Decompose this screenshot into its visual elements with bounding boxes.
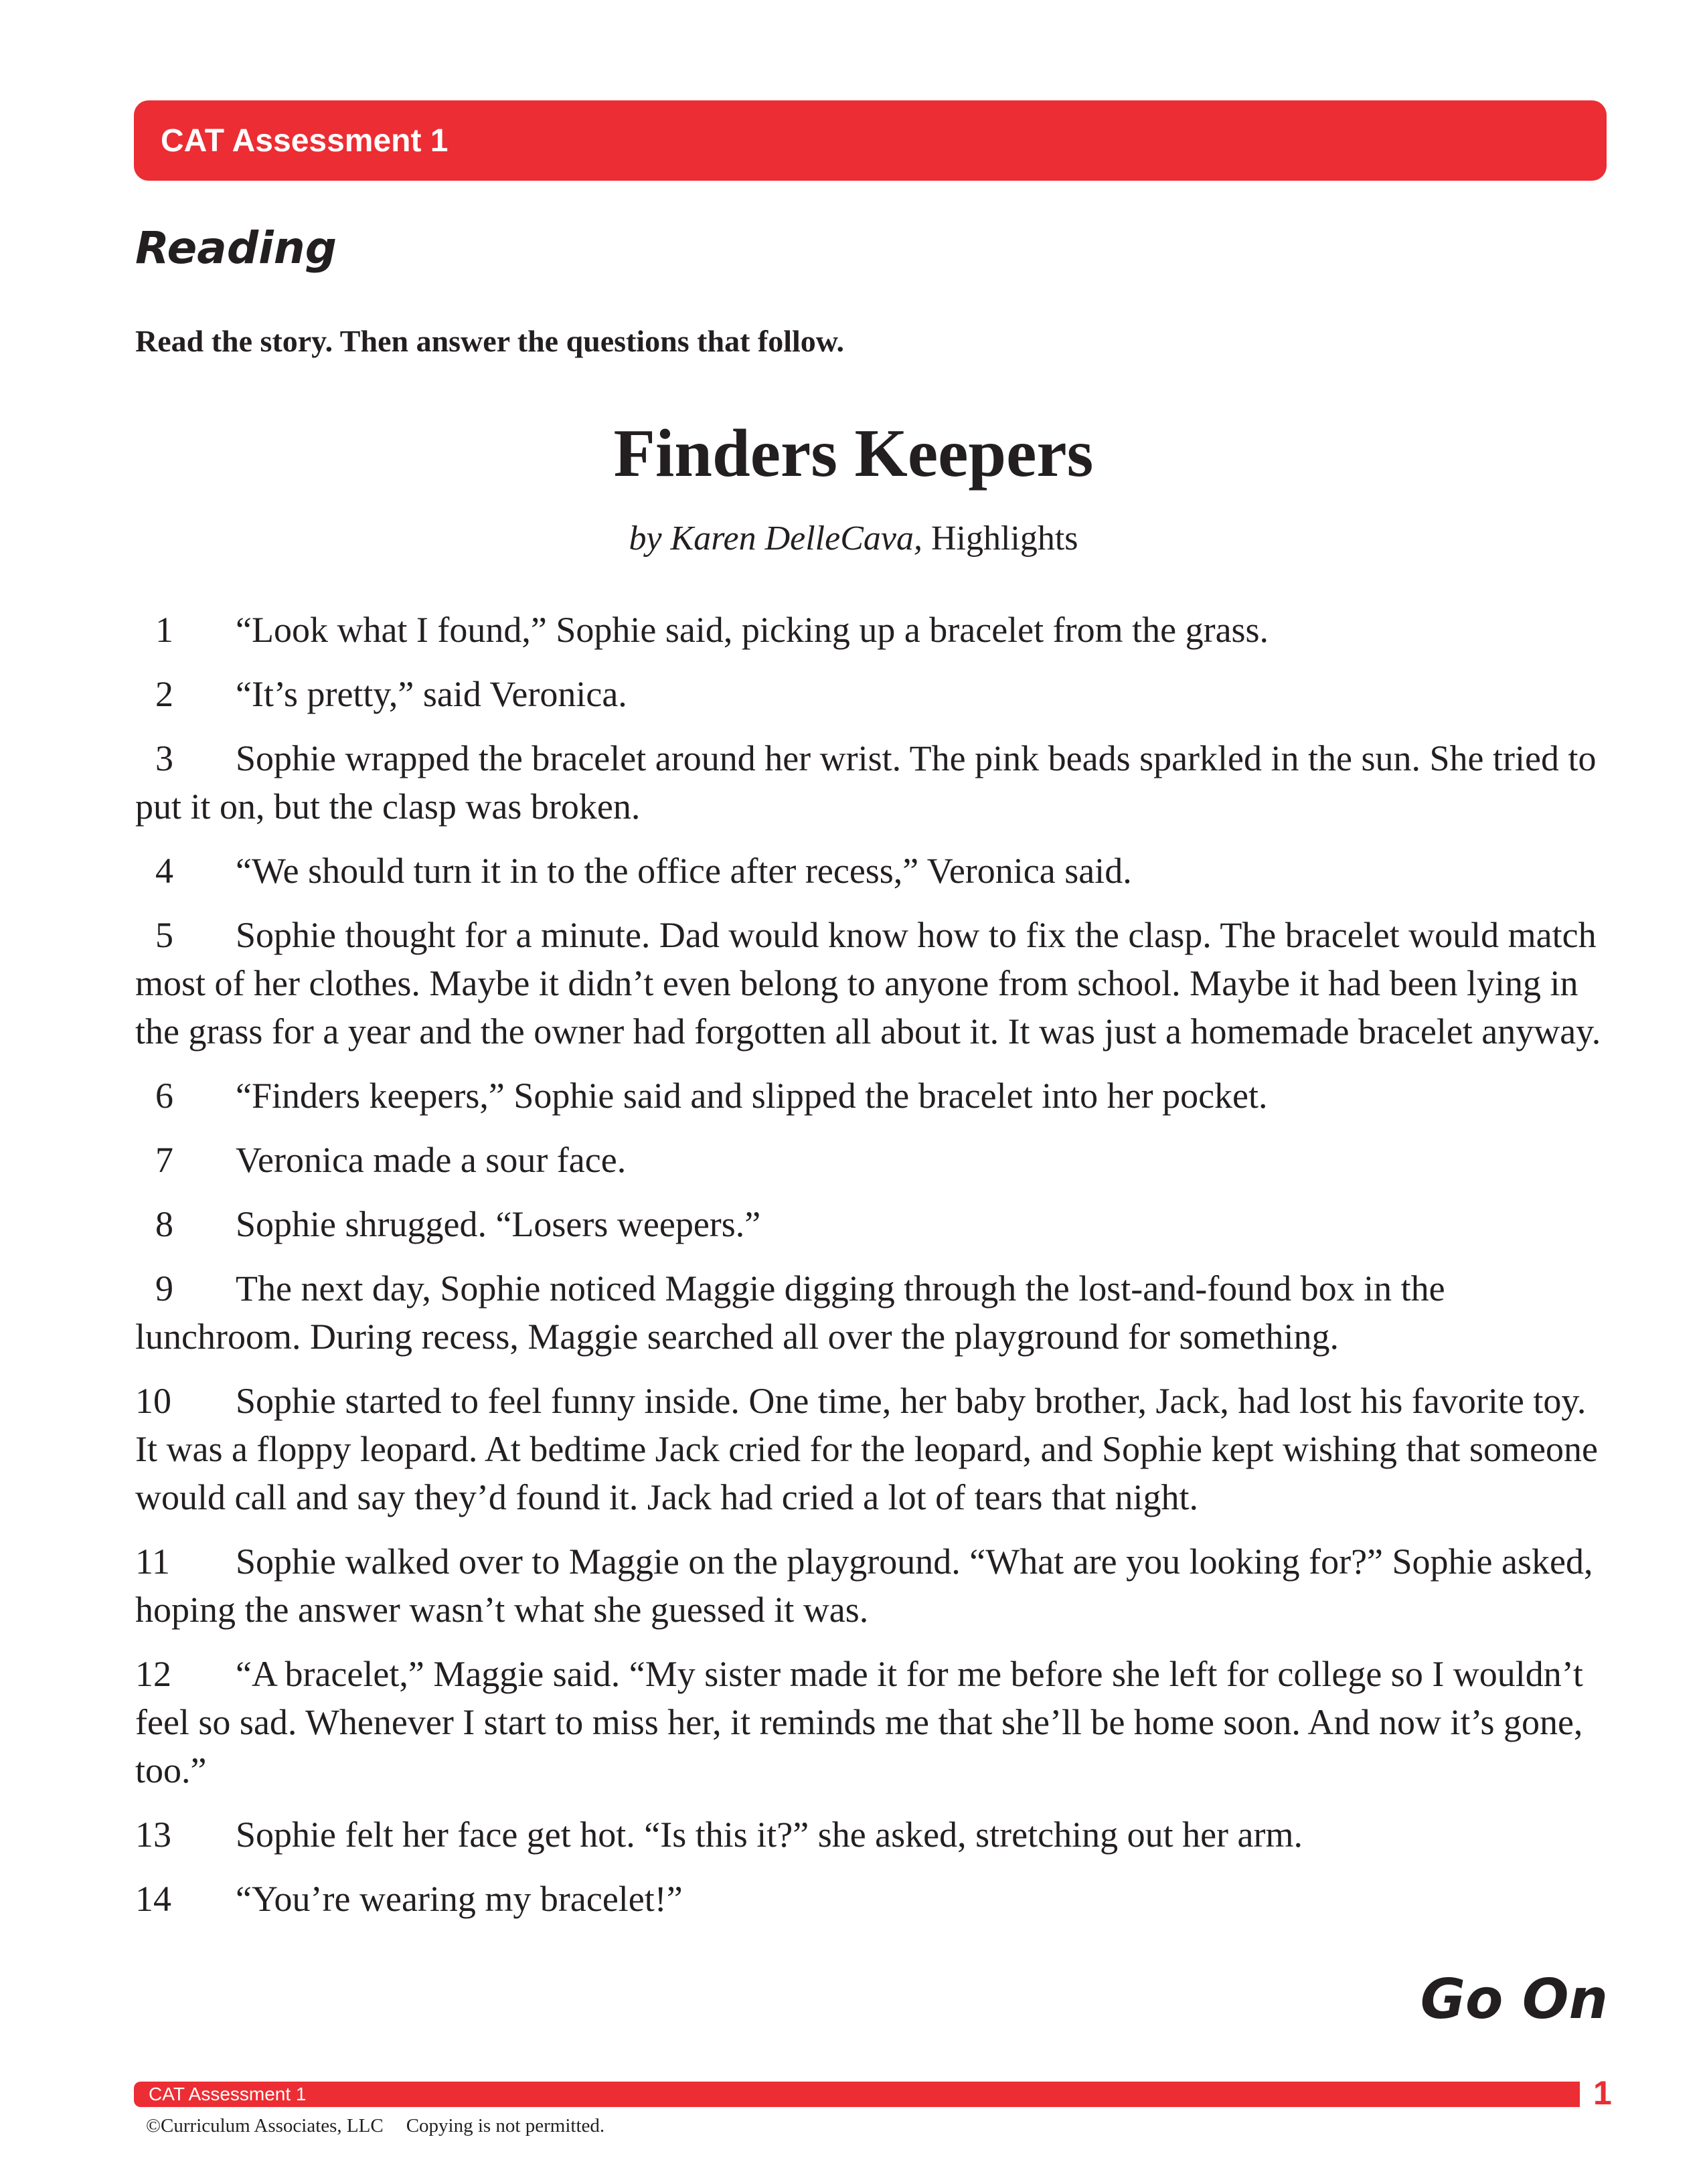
story-paragraph (135, 847, 1608, 895)
paragraph-text: Sophie started to feel funny inside. One time, her baby brother, Jack, had lost his favorite toy. It was a floppy leopard. At bedtime Jack cried for the leopard, and Sophie kept wishing that someone would call and say they’d found it. Jack had cried a lot of tears that night. (135, 1381, 1598, 1517)
paragraph-text: Sophie wrapped the bracelet around her wrist. The pink beads sparkled in the sun. She tried to put it on, but the clasp was broken. (135, 738, 1597, 827)
copyright-line (146, 2115, 604, 2137)
byline-source: Highlights (930, 519, 1078, 558)
section-title: Reading (135, 222, 337, 274)
paragraph-number: 6 (155, 1076, 173, 1116)
story-paragraph (135, 734, 1608, 831)
paragraph-number: 1 (155, 610, 173, 650)
paragraph-number: 4 (155, 851, 173, 891)
paragraph-text: Veronica made a sour face. (236, 1140, 627, 1180)
paragraph-text: Sophie thought for a minute. Dad would know how to fix the clasp. The bracelet would match most of her clothes. Maybe it didn’t even belong to anyone from school. Maybe it had been lying in the grass for a year and the owner had forgotten all about it. It was just a homemade bracelet anyway. (135, 915, 1601, 1052)
paragraph-number: 8 (155, 1204, 173, 1244)
header-title: CAT Assessment 1 (161, 122, 449, 159)
paragraph-text: “You’re wearing my bracelet!” (236, 1879, 683, 1919)
paragraph-number: 5 (155, 915, 173, 955)
story-paragraph (135, 1200, 1608, 1248)
instructions: Read the story. Then answer the questions that follow. (135, 324, 844, 358)
story-paragraph (135, 670, 1608, 718)
story-paragraph (135, 606, 1608, 654)
story-paragraph (135, 1811, 1608, 1859)
paragraph-number: 13 (135, 1815, 171, 1855)
footer-banner (134, 2082, 1580, 2107)
story-paragraph (135, 1072, 1608, 1120)
paragraph-text: “It’s pretty,” said Veronica. (236, 674, 627, 714)
byline-author: by Karen DelleCava, (629, 519, 922, 558)
paragraph-number: 12 (135, 1654, 171, 1694)
paragraph-number: 7 (155, 1140, 173, 1180)
paragraph-number: 2 (155, 674, 173, 714)
paragraph-text: “Look what I found,” Sophie said, picking up a bracelet from the grass. (236, 610, 1269, 650)
paragraph-number: 10 (135, 1381, 171, 1421)
paragraph-text: The next day, Sophie noticed Maggie digging through the lost-and-found box in the lunchroom. During recess, Maggie searched all over the playground for something. (135, 1268, 1445, 1357)
paragraph-number: 14 (135, 1879, 171, 1919)
paragraph-number: 11 (135, 1541, 170, 1582)
story-paragraph (135, 911, 1608, 1056)
story-paragraph (135, 1650, 1608, 1794)
footer-label: CAT Assessment 1 (149, 2084, 307, 2104)
go-on-label: Go On (1420, 1968, 1608, 2031)
header-banner (134, 100, 1607, 181)
story-body (135, 606, 1608, 1939)
paragraph-text: Sophie shrugged. “Losers weepers.” (236, 1204, 761, 1244)
story-paragraph (135, 1537, 1608, 1634)
paragraph-text: “We should turn it in to the office after recess,” Veronica said. (236, 851, 1132, 891)
story-title: Finders Keepers (613, 416, 1094, 491)
story-paragraph (135, 1136, 1608, 1184)
page-number: 1 (1593, 2074, 1612, 2112)
story-paragraph (135, 1264, 1608, 1361)
paragraph-text: “Finders keepers,” Sophie said and slipped the bracelet into her pocket. (236, 1076, 1268, 1116)
byline (0, 519, 1707, 558)
copy-notice: Copying is not permitted. (406, 2115, 605, 2136)
story-paragraph (135, 1377, 1608, 1521)
story-paragraph (135, 1875, 1608, 1923)
copyright-text: ©Curriculum Associates, LLC (146, 2115, 384, 2136)
paragraph-text: “A bracelet,” Maggie said. “My sister made it for me before she left for college so I wouldn’t feel so sad. Whenever I start to miss her, it reminds me that she’ll be home soon. And now it’s gone, too.” (135, 1654, 1583, 1790)
paragraph-number: 3 (155, 738, 173, 778)
paragraph-text: Sophie felt her face get hot. “Is this it?” she asked, stretching out her arm. (236, 1815, 1303, 1855)
paragraph-number: 9 (155, 1268, 173, 1309)
paragraph-text: Sophie walked over to Maggie on the playground. “What are you looking for?” Sophie asked, hoping the answer wasn’t what she guessed it was. (135, 1541, 1593, 1630)
